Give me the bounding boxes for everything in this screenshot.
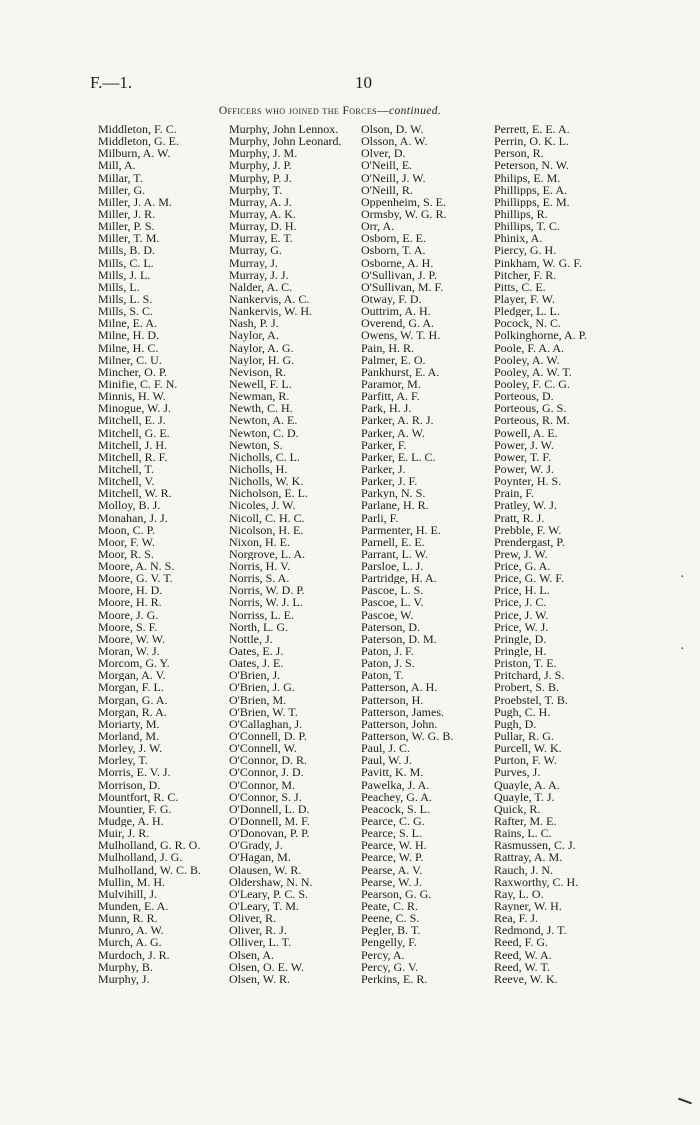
name-entry: O'Donovan, P. P.: [229, 827, 310, 840]
name-entry: Quayle, T. J.: [494, 790, 555, 803]
name-entry: Miller, T. M.: [98, 232, 160, 245]
name-entry: Moore, J. G.: [98, 608, 159, 621]
name-entry: Newton, S.: [229, 438, 283, 451]
name-entry: Paton, J. S.: [361, 657, 415, 670]
name-entry: Miller, J. R.: [98, 207, 156, 221]
name-entry: Power, T. F.: [494, 450, 552, 463]
name-entry: Purves, J.: [494, 766, 541, 779]
name-entry: Patterson, W. G. B.: [361, 730, 454, 743]
name-entry: Norris, H. V.: [229, 560, 291, 573]
name-entry: Reed, F. G.: [494, 936, 549, 949]
name-entry: Peate, C. R.: [361, 900, 418, 913]
name-entry: O'Sullivan, M. F.: [361, 280, 444, 293]
name-entry: Pringle, D.: [494, 632, 547, 646]
name-entry: Murphy, B.: [98, 960, 153, 973]
name-entry: Nicholls, W. K.: [229, 475, 304, 488]
name-entry: Olliver, L. T.: [229, 936, 292, 949]
name-entry: Oppenheim, S. E.: [361, 195, 446, 208]
name-entry: Pearce, W. P.: [361, 851, 424, 864]
name-entry: Mills, B. D.: [98, 244, 156, 257]
name-entry: Pringle, H.: [494, 645, 547, 658]
name-entry: O'Neill, E.: [361, 159, 413, 172]
name-entry: Mountfort, R. C.: [98, 790, 179, 803]
name-entry: Murdoch, J. R.: [98, 948, 170, 961]
name-entry: Norris, W. J. L.: [229, 596, 303, 609]
name-entry: Morley, T.: [98, 754, 148, 767]
name-entry: Pearson, G. G.: [361, 887, 432, 900]
name-entry: Murray, A. K.: [229, 207, 296, 221]
name-entry: Morgan, A. V.: [98, 669, 166, 682]
name-entry: Middleton, G. E.: [98, 135, 179, 148]
name-entry: Pearce, S. L.: [361, 827, 422, 840]
name-entry: Parker, A. R. J.: [361, 414, 434, 427]
name-entry: Mulholland, G. R. O.: [98, 839, 201, 852]
name-entry: Naylor, H. G.: [229, 353, 295, 366]
name-entry: O'Brien, M.: [229, 693, 287, 706]
name-entry: Nalder, A. C.: [229, 280, 293, 293]
name-entry: Pavitt, K. M.: [361, 766, 424, 779]
name-entry: Phillips, T. C.: [494, 220, 560, 233]
name-entry: Pledger, L. L.: [494, 305, 560, 318]
subtitle-text: Officers who joined the Forces—: [218, 105, 389, 117]
name-entry: O'Neill, R.: [361, 183, 413, 196]
name-entry: Murray, E. T.: [229, 232, 293, 245]
name-entry: O'Neill, J. W.: [361, 171, 426, 184]
name-entry: Parrant, L. W.: [361, 547, 428, 561]
name-entry: Morcom, G. Y.: [98, 657, 170, 670]
name-entry: Munden, E. A.: [98, 900, 169, 913]
name-entry: Prain, F.: [494, 487, 535, 500]
name-entry: Paterson, D. M.: [361, 632, 437, 646]
name-entry: Price, G. A.: [494, 560, 551, 573]
name-entry: Perrin, O. K. L.: [494, 135, 569, 148]
name-entry: Pooley, A. W.: [494, 353, 560, 366]
name-entry: Murphy, John Lennox.: [229, 123, 339, 136]
name-entry: Miller, P. S.: [98, 220, 155, 233]
name-entry: Morris, E. V. J.: [98, 766, 171, 779]
name-entry: Ormsby, W. G. R.: [361, 207, 447, 221]
name-entry: Mountier, F. G.: [98, 802, 172, 816]
name-entry: Percy, A.: [361, 948, 405, 961]
name-entry: Parker, E. L. C.: [361, 450, 436, 463]
name-entry: Poole, F. A. A.: [494, 341, 565, 354]
name-entry: Paul, J. C.: [361, 742, 411, 755]
name-entry: Moon, C. P.: [98, 523, 156, 536]
name-entry: Raxworthy, C. H.: [494, 875, 579, 888]
name-entry: Price, J. W.: [494, 608, 549, 621]
name-entry: Olsen, O. E. W.: [229, 960, 304, 973]
name-entry: Mill, A.: [98, 159, 136, 172]
names-column-2: [229, 123, 364, 985]
name-entry: Pearce, W. H.: [361, 839, 427, 852]
name-entry: Newth, C. H.: [229, 402, 293, 415]
name-entry: Peterson, N. W.: [494, 159, 569, 172]
name-entry: Pullar, R. G.: [494, 730, 554, 743]
name-entry: Pitts, C. E.: [494, 280, 546, 293]
name-entry: O'Connell, W.: [229, 742, 297, 755]
name-entry: Osborne, A. H.: [361, 256, 434, 269]
name-entry: Nicoll, C. H. C.: [229, 511, 305, 524]
name-entry: Partridge, H. A.: [361, 572, 437, 585]
name-entry: Phillipps, E. M.: [494, 195, 570, 208]
name-entry: Patterson, James.: [361, 705, 444, 718]
name-entry: Redmond, J. T.: [494, 924, 567, 937]
name-entry: Mitchell, G. E.: [98, 426, 170, 439]
name-entry: Newton, A. E.: [229, 414, 298, 427]
name-entry: Pratley, W. J.: [494, 499, 557, 512]
name-entry: Olsen, A.: [229, 948, 274, 961]
name-entry: Peene, C. S.: [361, 912, 420, 925]
name-entry: Nankervis, W. H.: [229, 305, 312, 318]
name-entry: Olson, D. W.: [361, 123, 424, 136]
name-entry: Newell, F. L.: [229, 377, 292, 391]
name-entry: Murphy, John Leonard.: [229, 135, 342, 148]
name-entry: Murray, J.: [229, 256, 278, 269]
name-entry: Milne, H. C.: [98, 341, 159, 354]
name-entry: Reed, W. T.: [494, 960, 550, 973]
name-entry: O'Callaghan, J.: [229, 717, 303, 731]
name-entry: Nicholson, E. L.: [229, 487, 308, 500]
name-entry: Nixon, H. E.: [229, 535, 290, 548]
name-entry: Orr, A.: [361, 220, 395, 233]
name-entry: Nankervis, A. C.: [229, 292, 310, 306]
name-entry: Ray, L. O.: [494, 887, 544, 900]
name-entry: Olver, D.: [361, 147, 406, 160]
name-entry: Pain, H. R.: [361, 341, 415, 354]
name-entry: O'Brien, J.: [229, 669, 281, 682]
name-entry: Pawelka, J. A.: [361, 778, 430, 791]
name-entry: Osborn, E. E.: [361, 232, 426, 245]
name-entry: O'Sullivan, J. P.: [361, 268, 437, 281]
name-entry: Prebble, F. W.: [494, 523, 562, 536]
name-entry: Moran, W. J.: [98, 645, 160, 658]
name-entry: Purton, F. W.: [494, 754, 557, 767]
name-entry: Milner, C. U.: [98, 353, 162, 366]
name-entry: Rasmussen, C. J.: [494, 839, 576, 852]
name-entry: Mulholland, J. G.: [98, 851, 183, 864]
name-entry: Molloy, B. J.: [98, 499, 161, 512]
name-entry: Moore, A. N. S.: [98, 560, 175, 573]
name-entry: Murch, A. G.: [98, 936, 162, 949]
name-entry: O'Brien, J. G.: [229, 681, 295, 694]
name-entry: Olausen, W. R.: [229, 863, 302, 876]
name-entry: Pooley, A. W. T.: [494, 365, 572, 378]
name-entry: Park, H. J.: [361, 402, 412, 415]
name-entry: Owens, W. T. H.: [361, 329, 441, 342]
name-entry: Nicholls, C. L.: [229, 450, 300, 463]
name-entry: Parker, F.: [361, 438, 407, 451]
name-entry: Price, G. W. F.: [494, 572, 565, 585]
name-entry: Olsson, A. W.: [361, 135, 428, 148]
name-entry: Porteous, G. S.: [494, 402, 567, 415]
name-entry: Murphy, J.: [98, 972, 150, 985]
name-entry: O'Connor, S. J.: [229, 790, 302, 803]
name-entry: Muir, J. R.: [98, 827, 150, 840]
name-entry: O'Hagan, M.: [229, 851, 291, 864]
name-entry: Paramor, M.: [361, 377, 421, 391]
name-entry: Millar, T.: [98, 171, 143, 184]
name-entry: Percy, G. V.: [361, 960, 419, 973]
name-entry: Price, H. L.: [494, 584, 550, 597]
name-entry: O'Connell, D. P.: [229, 730, 307, 743]
name-entry: Pugh, D.: [494, 717, 537, 731]
name-entry: Moore, G. V. T.: [98, 572, 173, 585]
name-entry: Reed, W. A.: [494, 948, 552, 961]
name-entry: Murphy, P. J.: [229, 171, 292, 184]
name-entry: O'Donnell, M. F.: [229, 815, 310, 828]
name-entry: Moore, S. F.: [98, 620, 158, 633]
name-entry: Mills, L.: [98, 280, 140, 293]
name-entry: Murphy, T.: [229, 183, 283, 196]
name-entry: Perrett, E. E. A.: [494, 123, 570, 136]
name-entry: Parnell, E. E.: [361, 535, 425, 548]
name-entry: Naylor, A. G.: [229, 341, 294, 354]
name-entry: Perkins, E. R.: [361, 972, 428, 985]
name-entry: Patterson, John.: [361, 717, 438, 731]
name-entry: Oldershaw, N. N.: [229, 875, 313, 888]
name-entry: Moor, R. S.: [98, 547, 154, 561]
name-entry: Prendergast, P.: [494, 535, 565, 548]
name-entry: Parsloe, L. J.: [361, 560, 424, 573]
name-entry: Murphy, J. M.: [229, 147, 298, 160]
name-entry: Pearse, W. J.: [361, 875, 422, 888]
name-entry: Peacock, S. L.: [361, 802, 430, 816]
name-entry: Mills, C. L.: [98, 256, 154, 269]
name-entry: Parkyn, N. S.: [361, 487, 426, 500]
names-column-3: [361, 123, 496, 985]
name-entry: Nicolson, H. E.: [229, 523, 304, 536]
name-entry: Paul, W. J.: [361, 754, 413, 767]
name-entry: Oliver, R.: [229, 912, 277, 925]
name-entry: Quick, R.: [494, 802, 541, 816]
name-entry: Newman, R.: [229, 390, 290, 403]
name-entry: Minifie, C. F. N.: [98, 377, 178, 391]
name-entry: Player, F. W.: [494, 292, 555, 306]
names-column-4: [494, 123, 629, 985]
name-entry: O'Connor, J. D.: [229, 766, 304, 779]
name-entry: Rains, L. C.: [494, 827, 552, 840]
name-entry: Pascoe, L. V.: [361, 596, 424, 609]
name-entry: Morrison, D.: [98, 778, 161, 791]
name-entry: Pritchard, J. S.: [494, 669, 565, 682]
name-entry: Mitchell, T.: [98, 462, 154, 476]
name-entry: O'Brien, W. T.: [229, 705, 298, 718]
name-entry: Rauch, J. N.: [494, 863, 553, 876]
name-entry: Outtrim, A. H.: [361, 305, 431, 318]
name-entry: Morgan, R. A.: [98, 705, 167, 718]
name-entry: Mitchell, R. F.: [98, 450, 168, 463]
name-entry: Phinix, A.: [494, 232, 543, 245]
name-entry: Mullin, M. H.: [98, 875, 166, 888]
name-entry: Minogue, W. J.: [98, 402, 172, 415]
name-entry: Mitchell, V.: [98, 475, 155, 488]
names-column-1: [98, 123, 233, 985]
name-entry: Price, W. J.: [494, 620, 549, 633]
name-entry: Milburn, A. W.: [98, 147, 171, 160]
name-entry: Osborn, T. A.: [361, 244, 426, 257]
name-entry: Pegler, B. T.: [361, 924, 421, 937]
name-entry: O'Leary, P. C. S.: [229, 887, 309, 900]
name-entry: Moriarty, M.: [98, 717, 160, 731]
name-entry: Poynter, H. S.: [494, 475, 562, 488]
name-entry: Mitchell, E. J.: [98, 414, 166, 427]
name-entry: Power, J. W.: [494, 438, 554, 451]
name-entry: Mulholland, W. C. B.: [98, 863, 202, 876]
name-entry: O'Connor, D. R.: [229, 754, 308, 767]
name-entry: Morgan, G. A.: [98, 693, 168, 706]
name-entry: O'Grady, J.: [229, 839, 283, 852]
name-entry: Mills, J. L.: [98, 268, 151, 281]
name-entry: Parli, F.: [361, 511, 399, 524]
name-entry: Parker, J.: [361, 462, 406, 476]
name-entry: Norris, S. A.: [229, 572, 290, 585]
name-entry: Patterson, A. H.: [361, 681, 438, 694]
name-entry: Munn, R. R.: [98, 912, 158, 925]
name-entry: Pankhurst, E. A.: [361, 365, 440, 378]
name-entry: Norgrove, L. A.: [229, 547, 306, 561]
name-entry: Powell, A. E.: [494, 426, 558, 439]
name-entry: Oliver, R. J.: [229, 924, 287, 937]
name-entry: Monahan, J. J.: [98, 511, 168, 524]
section-subtitle: [0, 105, 660, 117]
page-reference: F.—1.: [90, 73, 133, 92]
name-entry: Piercy, G. H.: [494, 244, 557, 257]
name-entry: Pratt, R. J.: [494, 511, 545, 524]
corner-mark: [678, 1098, 692, 1105]
name-entry: Milne, H. D.: [98, 329, 159, 342]
name-entry: Naylor, A.: [229, 329, 279, 342]
name-entry: Murray, D. H.: [229, 220, 297, 233]
name-entry: Pooley, F. C. G.: [494, 377, 570, 391]
name-entry: Purcell, W. K.: [494, 742, 562, 755]
name-entry: Quayle, A. A.: [494, 778, 560, 791]
name-entry: Paterson, D.: [361, 620, 420, 633]
name-entry: Rayner, W. H.: [494, 900, 562, 913]
name-entry: Probert, S. B.: [494, 681, 560, 694]
margin-mark: ·: [680, 570, 685, 585]
name-entry: Phillips, R.: [494, 207, 548, 221]
name-entry: Patterson, H.: [361, 693, 424, 706]
name-entry: Mudge, A. H.: [98, 815, 164, 828]
name-entry: O'Leary, T. M.: [229, 900, 299, 913]
name-entry: Overend, G. A.: [361, 317, 434, 330]
name-entry: Paton, T.: [361, 669, 404, 682]
name-entry: Morland, M.: [98, 730, 159, 743]
name-entry: Miller, G.: [98, 183, 146, 196]
name-entry: Proebstel, T. B.: [494, 693, 568, 706]
name-entry: Morley, J. W.: [98, 742, 163, 755]
name-entry: North, L. G.: [229, 620, 288, 633]
name-entry: Pearse, A. V.: [361, 863, 423, 876]
name-entry: Nicholls, H.: [229, 462, 288, 476]
name-entry: Parker, A. W.: [361, 426, 425, 439]
page-number: 10: [355, 73, 372, 92]
name-entry: Priston, T. E.: [494, 657, 557, 670]
name-entry: Olsen, W. R.: [229, 972, 291, 985]
name-entry: Pascoe, W.: [361, 608, 414, 621]
name-entry: Parmenter, H. E.: [361, 523, 441, 536]
name-entry: Pascoe, L. S.: [361, 584, 424, 597]
name-entry: Murray, G.: [229, 244, 282, 257]
name-entry: Rafter, M. E.: [494, 815, 557, 828]
name-entry: Rea, F. J.: [494, 912, 539, 925]
name-entry: Minnis, H. W.: [98, 390, 166, 403]
name-entry: Palmer, E. O.: [361, 353, 426, 366]
name-entry: Nottle, J.: [229, 632, 273, 646]
subtitle-continued: continued.: [388, 105, 442, 117]
margin-mark: ·: [680, 642, 685, 657]
name-entry: Price, J. C.: [494, 596, 547, 609]
name-entry: Otway, F. D.: [361, 292, 422, 306]
name-entry: Pocock, N. C.: [494, 317, 561, 330]
name-entry: Pearce, C. G.: [361, 815, 425, 828]
name-entry: Reeve, W. K.: [494, 972, 558, 985]
name-entry: Pengelly, F.: [361, 936, 417, 949]
name-entry: Parker, J. F.: [361, 475, 418, 488]
name-entry: Mills, S. C.: [98, 305, 154, 318]
name-entry: Norriss, L. E.: [229, 608, 294, 621]
name-entry: Mitchell, W. R.: [98, 487, 172, 500]
name-entry: O'Donnell, L. D.: [229, 802, 310, 816]
name-entry: Peachey, G. A.: [361, 790, 432, 803]
name-entry: Pitcher, F. R.: [494, 268, 557, 281]
name-entry: Moore, H. R.: [98, 596, 162, 609]
name-entry: Milne, E. A.: [98, 317, 157, 330]
name-entry: Mitchell, J. H.: [98, 438, 167, 451]
name-entry: Norris, W. D. P.: [229, 584, 305, 597]
name-entry: O'Connor, M.: [229, 778, 296, 791]
name-entry: Pinkham, W. G. F.: [494, 256, 583, 269]
name-entry: Miller, J. A. M.: [98, 195, 172, 208]
name-entry: Murray, A. J.: [229, 195, 292, 208]
name-entry: Mincher, O. P.: [98, 365, 168, 378]
name-entry: Oates, E. J.: [229, 645, 284, 658]
name-entry: Porteous, R. M.: [494, 414, 570, 427]
name-entry: Munro, A. W.: [98, 924, 164, 937]
name-entry: Oates, J. E.: [229, 657, 284, 670]
name-entry: Power, W. J.: [494, 462, 554, 476]
name-entry: Person, R.: [494, 147, 544, 160]
name-entry: Murray, J. J.: [229, 268, 289, 281]
name-entry: Mulvihill, J.: [98, 887, 158, 900]
name-entry: Morgan, F. L.: [98, 681, 164, 694]
name-entry: Moor, F. W.: [98, 535, 155, 548]
name-entry: Parlane, H. R.: [361, 499, 429, 512]
name-entry: Prew, J. W.: [494, 547, 548, 561]
name-entry: Mills, L. S.: [98, 292, 153, 306]
name-entry: Murphy, J. P.: [229, 159, 292, 172]
name-entry: Moore, W. W.: [98, 632, 166, 646]
name-entry: Pugh, C. H.: [494, 705, 551, 718]
name-entry: Nevison, R.: [229, 365, 286, 378]
name-entry: Philips, E. M.: [494, 171, 561, 184]
name-entry: Rattray, A. M.: [494, 851, 563, 864]
name-entry: Parfitt, A. F.: [361, 390, 420, 403]
name-entry: Nash, P. J.: [229, 317, 279, 330]
name-entry: Porteous, D.: [494, 390, 554, 403]
name-entry: Polkinghorne, A. P.: [494, 329, 588, 342]
name-entry: Moore, H. D.: [98, 584, 163, 597]
name-entry: Phillipps, E. A.: [494, 183, 568, 196]
name-entry: Paton, J. F.: [361, 645, 414, 658]
name-entry: Middleton, F. C.: [98, 123, 177, 136]
name-entry: Newton, C. D.: [229, 426, 299, 439]
name-entry: Nicoles, J. W.: [229, 499, 296, 512]
